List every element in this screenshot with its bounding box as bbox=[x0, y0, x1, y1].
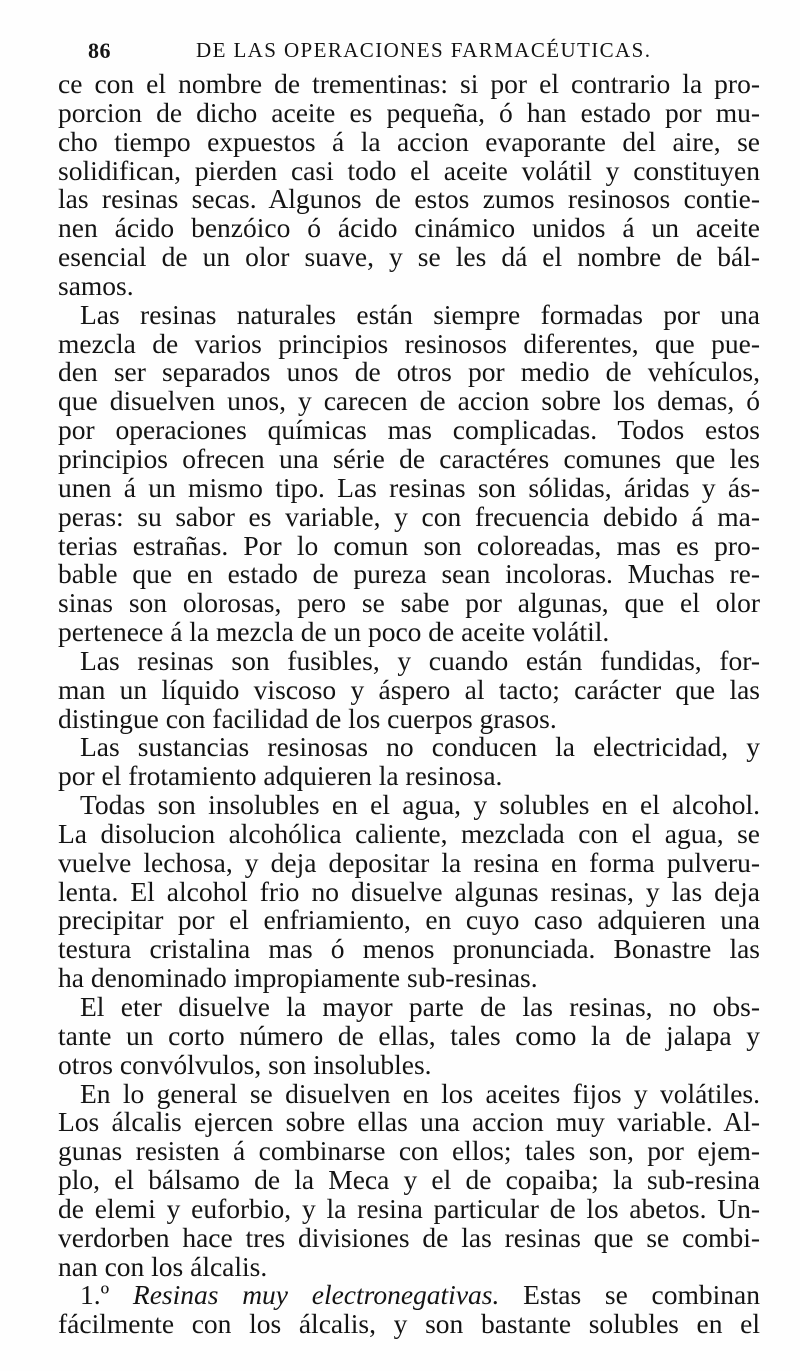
section-rest: Estas se combinan bbox=[523, 1279, 760, 1311]
text-line: terias estrañas. Por lo comun son coloreadas, mas es pro- bbox=[58, 529, 760, 561]
text-line: precipitar por el enfriamiento, en cuyo caso adquieren una bbox=[58, 904, 760, 936]
text-line: unen á un mismo tipo. Las resinas son sólidas, áridas y ás- bbox=[58, 471, 760, 503]
text-line: nen ácido benzóico ó ácido cinámico unidos á un aceite bbox=[58, 212, 760, 244]
section-number: 1.º bbox=[80, 1279, 110, 1311]
text-line: por el frotamiento adquieren la resinosa. bbox=[58, 760, 503, 792]
text-line: verdorben hace tres divisiones de las resinas que se combi- bbox=[58, 1221, 760, 1253]
text-line: El eter disuelve la mayor parte de las resinas, no obs- bbox=[80, 991, 760, 1022]
text-line: vuelve lechosa, y deja depositar la resina en forma pulveru- bbox=[58, 846, 760, 878]
text-line: esencial de un olor suave, y se les dá el nombre de bál- bbox=[58, 241, 760, 273]
text-line: las resinas secas. Algunos de estos zumos resinosos contie- bbox=[58, 183, 760, 215]
text-line: que disuelven unos, y carecen de accion sobre los demas, ó bbox=[58, 385, 760, 417]
section-title: Resinas muy electronegativas. bbox=[132, 1279, 500, 1311]
text-line: En lo general se disuelven en los aceites fijos y volátiles. bbox=[80, 1077, 760, 1109]
text-line: porcion de dicho aceite es pequeña, ó han estado por mu- bbox=[58, 96, 760, 128]
text-line: samos. bbox=[58, 269, 134, 301]
text-line: La disolucion alcohólica caliente, mezclada con el agua, se bbox=[58, 817, 760, 849]
text-line: Las resinas naturales están siempre formadas por una bbox=[80, 298, 760, 330]
running-head: DE LAS OPERACIONES FARMACÉUTICAS. bbox=[196, 38, 652, 62]
text-line: lenta. El alcohol frio no disuelve algunas resinas, y las deja bbox=[58, 875, 760, 907]
text-line: principios ofrecen una série de caractéres comunes que les bbox=[58, 442, 760, 474]
text-line: sinas son olorosas, pero se sabe por algunas, que el olor bbox=[58, 587, 760, 619]
text-line: fácilmente con los álcalis, y son bastante solubles en el bbox=[58, 1308, 760, 1340]
text-line: ce con el nombre de trementinas: si por el contrario la pro- bbox=[58, 68, 760, 99]
page-header bbox=[88, 38, 728, 68]
text-line: bable que en estado de pureza sean incoloras. Muchas re- bbox=[58, 558, 760, 590]
text-line: Todas son insolubles en el agua, y solubles en el alcohol. bbox=[80, 789, 760, 821]
text-line: den ser separados unos de otros por medio de vehículos, bbox=[58, 356, 760, 388]
text-line: de elemi y euforbio, y la resina particular de los abetos. Un- bbox=[58, 1192, 760, 1224]
text-line: por operaciones químicas mas complicadas. Todos estos bbox=[58, 414, 760, 446]
text-line: otros convólvulos, son insolubles. bbox=[58, 1048, 432, 1080]
text-lines bbox=[58, 70, 760, 1281]
text-line: testura cristalina mas ó menos pronunciada. Bonastre las bbox=[58, 933, 760, 965]
text-line: cho tiempo expuestos á la accion evaporante del aire, se bbox=[58, 125, 760, 157]
text-line: man un líquido viscoso y áspero al tacto; carácter que las bbox=[58, 673, 760, 705]
body-text bbox=[58, 70, 760, 1339]
text-line: mezcla de varios principios resinosos diferentes, que pue- bbox=[58, 327, 760, 359]
text-line: tante un corto número de ellas, tales como la de jalapa y bbox=[58, 1019, 760, 1051]
text-line: distingue con facilidad de los cuerpos grasos. bbox=[58, 702, 557, 734]
text-line: nan con los álcalis. bbox=[58, 1250, 268, 1282]
text-line: peras: su sabor es variable, y con frecuencia debido á ma- bbox=[58, 500, 760, 532]
section-heading-line bbox=[58, 1281, 760, 1310]
text-line: Los álcalis ejercen sobre ellas una accion muy variable. Al- bbox=[58, 1106, 760, 1138]
text-line: Las resinas son fusibles, y cuando están fundidas, for- bbox=[80, 644, 760, 676]
text-line: solidifican, pierden casi todo el aceite volátil y constituyen bbox=[58, 154, 760, 186]
text-line: plo, el bálsamo de la Meca y el de copaiba; la sub-resina bbox=[58, 1164, 760, 1196]
text-line: Las sustancias resinosas no conducen la electricidad, y bbox=[80, 731, 760, 763]
text-line: gunas resisten á combinarse con ellos; tales son, por ejem- bbox=[58, 1135, 760, 1167]
text-line: pertenece á la mezcla de un poco de aceite volátil. bbox=[58, 616, 610, 648]
page-number: 86 bbox=[88, 38, 111, 63]
text-line: ha denominado impropiamente sub-resinas. bbox=[58, 962, 538, 994]
